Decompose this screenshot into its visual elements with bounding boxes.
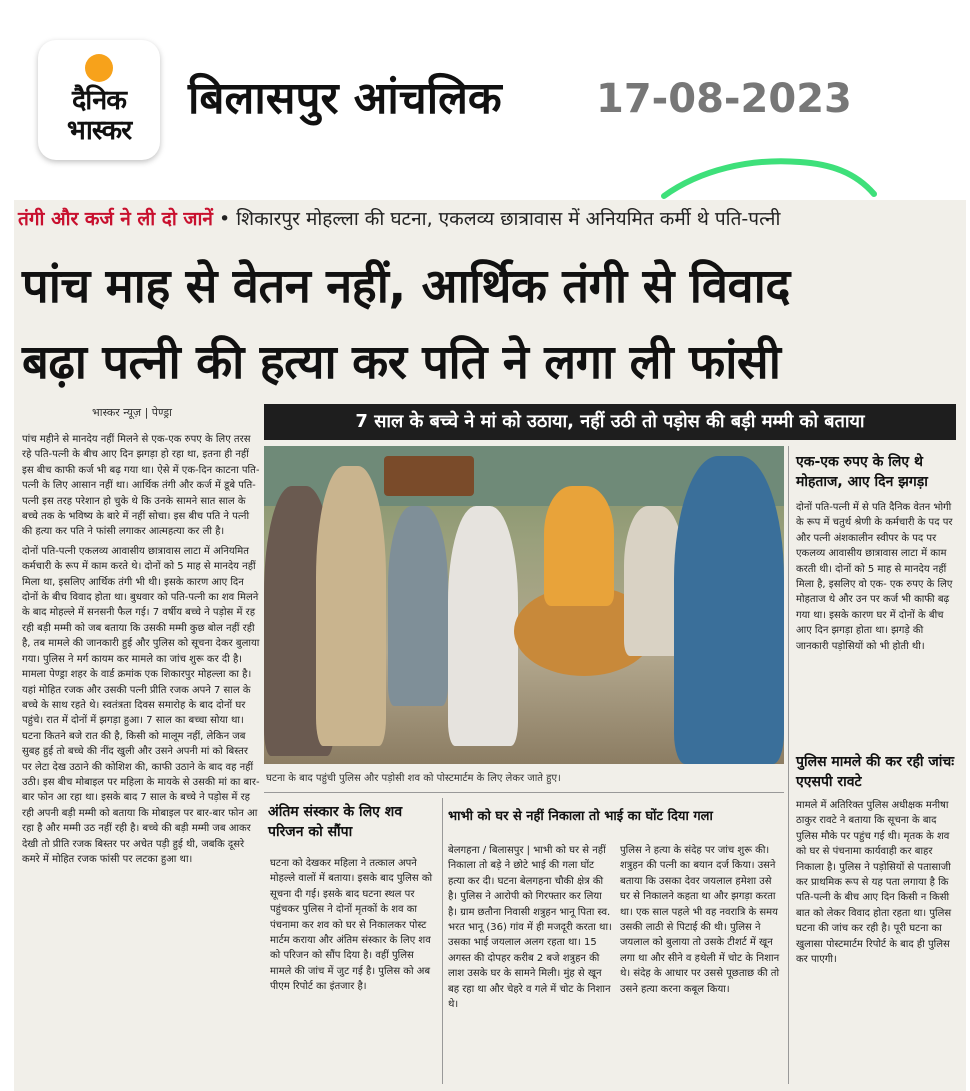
sec3-title: भाभी को घर से नहीं निकाला तो भाई का घोंट दिया गला	[448, 809, 713, 824]
sec2-body: घटना को देखकर महिला ने तत्काल अपने मोहल्ले वालों में बताया। इसके बाद पुलिस को सूचना दी गई। इसके बाद घटना स्थल पर पहुंचकर पुलिस ने दोनों मृतकों के शव का पंचनामा कर शव को घर से निकालकर पोस्ट मार्टम कराया और अंतिम संस्कार के लिए शव को परिजन को सौंप दिया है। वहीं पुलिस मामले की जांच में जुट गई है। पुलिस को अब पीएम रिपोर्ट का इंतजार है।	[270, 858, 433, 993]
dainik-bhaskar-logo	[38, 40, 160, 160]
subhead-text: 7 साल के बच्चे ने मां को उठाया, नहीं उठी तो पड़ोस की बड़ी मम्मी को बताया	[355, 411, 865, 432]
logo-line-1: दैनिक	[71, 85, 127, 116]
side2-body: मामले में अतिरिक्त पुलिस अधीक्षक मनीषा ठाकुर रावटे ने बताया कि सूचना के बाद पुलिस मौके पर पहुंच गई थी। मृतक के शव को घर से पंचनामा कार्यवाही कर बाहर निकाला है। पुलिस ने पड़ोसियों से पतासाजी कर प्राथमिक रूप से यह पता लगाया है कि पति-पत्नी के बीच आए दिन किसी न किसी बात को लेकर विवाद होता रहता था। पुलिस घटना की जांच कर रही है। पूरी घटना का खुलासा पोस्टमार्टम रिपोर्ट के बाद ही पुलिस कर पाएगी।	[796, 800, 952, 966]
left-paragraph-1: पांच महीने से मानदेय नहीं मिलने से एक-एक रुपए के लिए तरस रहे पति-पत्नी के बीच आए दिन झगड़ा हो रहा था, इतना ही नहीं इस बीच काफी कर्ज भी बढ़ गया था। ऐसे में एक-दिन काटना पति-पत्नी के लिए आसान नहीं था। आर्थिक तंगी और कर्ज में डूबे पति-पत्नी इस तरह परेशान हो चुके थे कि उनके सामने सात साल के बच्चे तक के भविष्य के बारे में नहीं सोचा। इस बीच पति ने पत्नी की हत्या कर पति ने फांसी लगाकर आत्महत्या कर ली है।	[22, 434, 260, 538]
edition-date: 17-08-2023	[596, 76, 852, 122]
news-photo	[264, 446, 784, 764]
kicker-red: तंगी और कर्ज ने ली दो जानें	[18, 208, 213, 230]
headline-line-1: पांच माह से वेतन नहीं, आर्थिक तंगी से विवाद	[22, 259, 790, 314]
edition-title: बिलासपुर आंचलिक	[188, 73, 502, 124]
section-divider	[264, 792, 784, 793]
column-divider	[442, 798, 443, 1084]
sec3-body-a: बेलगहना / बिलासपुर | भाभी को घर से नहीं निकाला तो बड़े ने छोटे भाई की गला घोंट हत्या कर दी। घटना बेलगहना चौकी क्षेत्र की है। पुलिस ने आरोपी को गिरफ्तार कर लिया है। ग्राम छतौना निवासी शत्रुहन भानू पिता स्व. भरत भानू (36) गांव में ही मजदूरी करता था। उसका भाई जयलाल अलग रहता था। 15 अगस्त की दोपहर करीब 2 बजे शत्रुहन की लाश उसके घर के सामने मिली। मुंह से खून बह रहा था और चेहरे व गले में चोट के निशान थे।	[448, 845, 612, 1011]
kicker-line	[18, 205, 780, 231]
side1-title: एक-एक रुपए के लिए थे मोहताज, आए दिन झगड़ा	[796, 454, 928, 490]
sec3-body-b: पुलिस ने हत्या के संदेह पर जांच शुरू की। शत्रुहन की पत्नी का बयान दर्ज किया। उसने बताया कि उसका देवर जयलाल हमेशा उसे घर से निकालने कहता था और झगड़ा करता था। एक साल पहले भी वह नवरात्रि के समय उसकी लाठी से पिटाई की थी। पुलिस ने जयलाल को बुलाया तो उसके टीशर्ट में खून लगा था और सीने व हथेली में चोट के निशान थे। संदेह के आधार पर उससे पूछताछ की तो उसने हत्या करना कबूल किया।	[620, 845, 780, 995]
column-divider	[788, 446, 789, 1084]
byline: भास्कर न्यूज़ | पेण्ड्रा	[92, 406, 172, 419]
logo-line-2: भास्कर	[66, 115, 132, 146]
headline-line-2: बढ़ा पत्नी की हत्या कर पति ने लगा ली फांसी	[22, 335, 781, 390]
subhead-bar	[264, 404, 956, 440]
left-paragraph-2: दोनों पति-पत्नी एकलव्य आवासीय छात्रावास लाटा में अनियमित कर्मचारी के रूप में काम करते थे। दोनों को 5 माह से मानदेय नहीं मिला था, इसलिए आर्थिक तंगी भी थी। इसके कारण आए दिन दोनों के बीच विवाद होता था। बुधवार को पति-पत्नी का शव मिलने के बाद मोहल्ले में सनसनी फैल गई। 7 वर्षीय बच्चे ने पड़ोस में रह रही बड़ी मम्मी को जब बताया कि उसकी मम्मी कुछ बोल नहीं रही है, तब मामले की जानकारी हुई और पुलिस को सूचना देकर बुलाया गया। पुलिस ने मर्ग कायम कर मामले का जांच शुरू कर दी है। मामला पेण्ड्रा शहर के वार्ड क्रमांक एक शिकारपुर मोहल्ला का है। यहां मोहित रजक और उसकी पत्नी प्रीति रजक अपने 7 साल के बच्चे के साथ रहते थे। स्वतंत्रता दिवस समारोह के बाद दोनों घर पहुंचे। रात में दोनों में झगड़ा हुआ। 7 साल का बच्चा सोया था। घटना कितने बजे रात की है, किसी को मालूम नहीं, लेकिन जब सुबह हुई तो बच्चे की नींद खुली और उसने अपनी मां को बिस्तर पर लेटा देख उठाने की कोशिश की, काफी उठाने के बाद वह नहीं उठी। इस बीच मोबाइल पर महिला के मायके से उसकी मां का बार-बार फोन आ रहा था। इसके बाद 7 साल के बच्चे ने पड़ोस में रह रही अपनी बड़ी मम्मी को बताया कि मोबाइल पर बार-बार फोन आ रहा है और मम्मी उठ नहीं रही है। बच्चे की बड़ी मम्मी जब आकर देखी तो प्रीति रजक बिस्तर पर अचेत पड़ी हुई थी, जबकि दूसरे कमरे में मोहित रजक फांसी पर लटका हुआ था।	[22, 545, 260, 865]
kicker-text: • शिकारपुर मोहल्ला की घटना, एकलव्य छात्रावास में अनियमित कर्मी थे पति-पत्नी	[219, 208, 781, 230]
left-column	[22, 432, 260, 1084]
side2-title: पुलिस मामले की कर रही जांचः एएसपी रावटे	[796, 754, 955, 790]
side1-body: दोनों पति-पत्नी में से पति दैनिक वेतन भोगी के रूप में चतुर्थ श्रेणी के कर्मचारी के पद पर और पत्नी अंशकालीन स्वीपर के पद पर एकलव्य आवासीय छात्रावास लाटा में काम करती थी। दोनों को 5 माह से मानदेय नहीं मिला है, इसलिए वो एक- एक रुपए के लिए मोहताज थे और उन पर कर्ज भी काफी बढ़ गया था। इसके कारण घर में दोनों के बीच आए दिन झगड़ा होता था। झगड़े की जानकारी पड़ोसियों को भी होती थी।	[796, 502, 953, 652]
photo-caption: घटना के बाद पहुंची पुलिस और पड़ोसी शव को पोस्टमार्टम के लिए लेकर जाते हुए।	[266, 773, 561, 784]
sec2-title: अंतिम संस्कार के लिए शव परिजन को सौंपा	[268, 804, 403, 840]
sun-icon	[85, 54, 113, 82]
